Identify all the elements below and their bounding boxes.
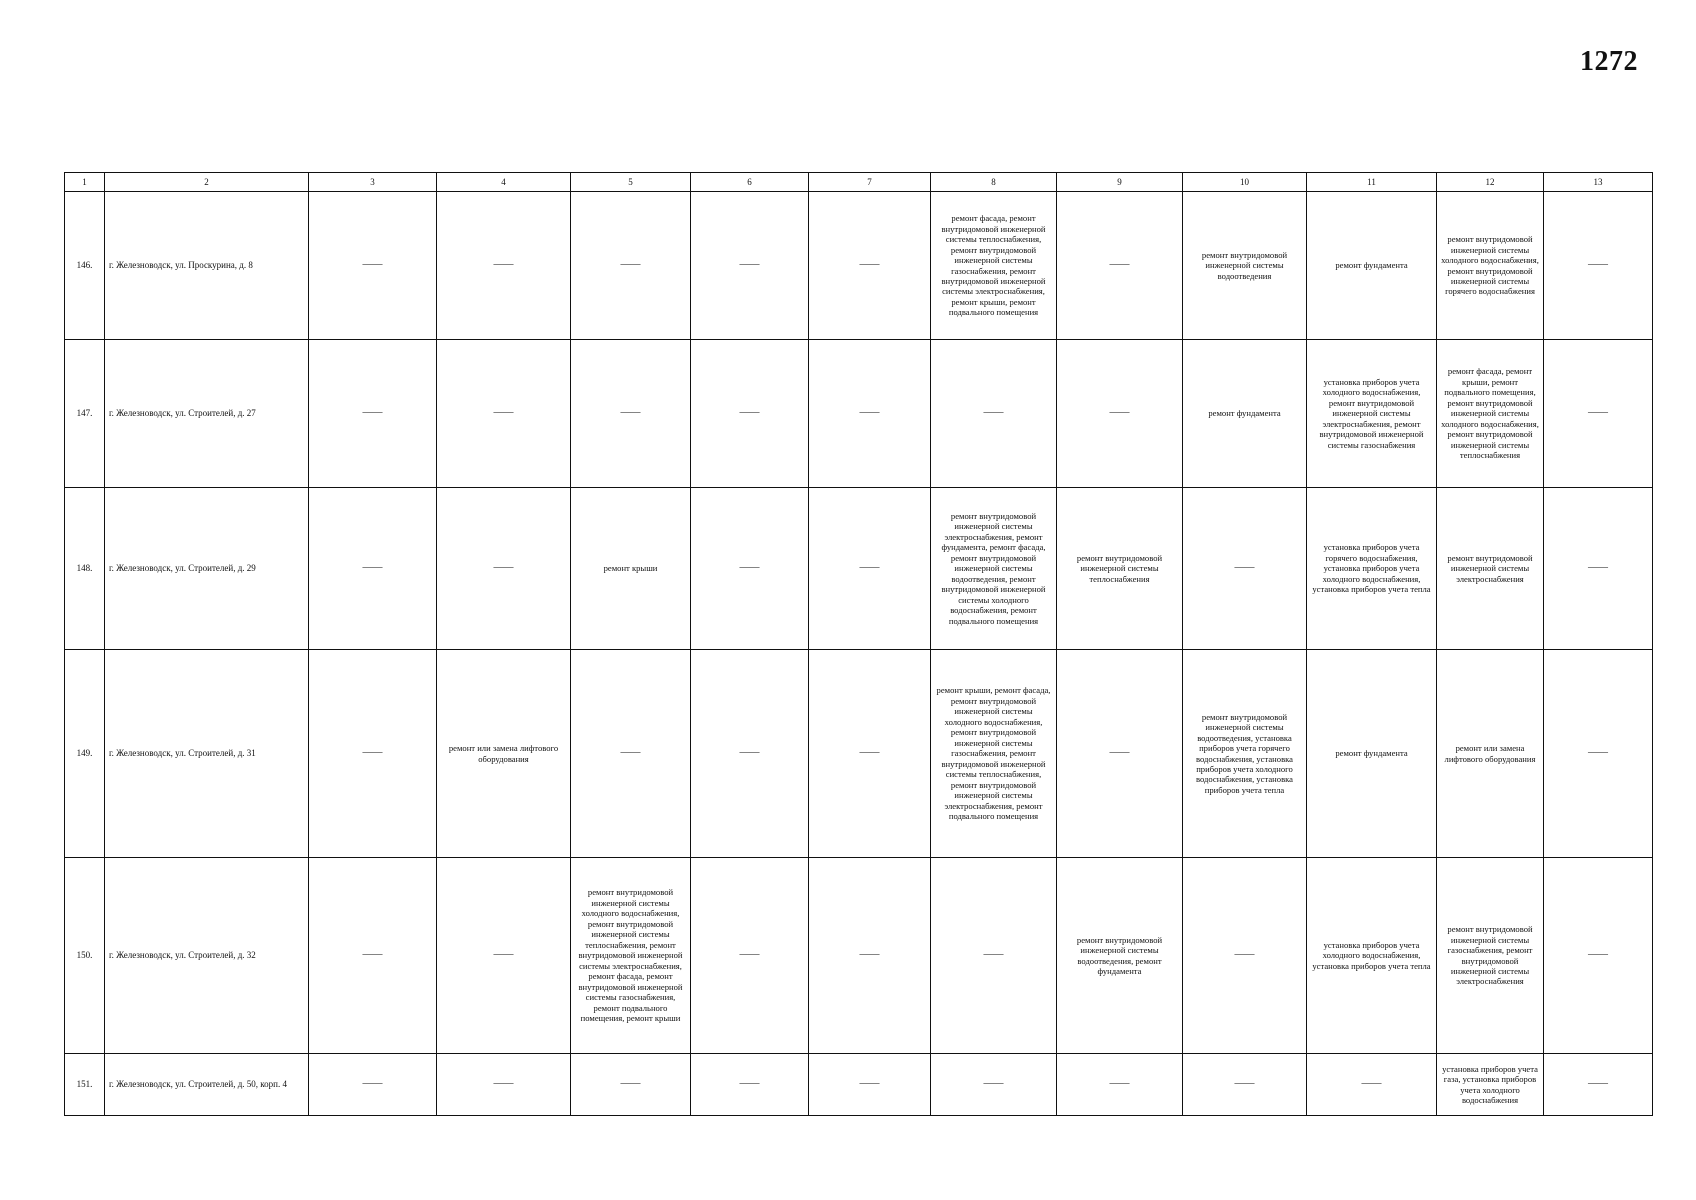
address-cell: г. Железноводск, ул. Проскурина, д. 8 (105, 192, 309, 340)
cell-col-9: —— (1057, 340, 1183, 488)
cell-col-3: —— (309, 340, 437, 488)
cell-col-12: ремонт внутридомовой инженерной системы холодного водоснабжения, ремонт внутридомовой инженерной системы горячего водоснабжения (1437, 192, 1544, 340)
cell-col-10: —— (1183, 488, 1307, 650)
cell-col-7: —— (809, 488, 931, 650)
cell-col-6: —— (691, 340, 809, 488)
column-number: 3 (309, 173, 437, 192)
column-number: 9 (1057, 173, 1183, 192)
cell-col-7: —— (809, 340, 931, 488)
column-number: 1 (65, 173, 105, 192)
cell-col-5: ремонт крыши (571, 488, 691, 650)
cell-col-11: установка приборов учета горячего водоснабжения, установка приборов учета холодного водоснабжения, установка приборов учета тепла (1307, 488, 1437, 650)
cell-col-12: ремонт фасада, ремонт крыши, ремонт подвального помещения, ремонт внутридомовой инженерной системы холодного водоснабжения, ремонт внутридомовой инженерной системы теплоснабжения (1437, 340, 1544, 488)
cell-col-6: —— (691, 1054, 809, 1116)
cell-col-10: ремонт внутридомовой инженерной системы водоотведения (1183, 192, 1307, 340)
cell-col-10: —— (1183, 1054, 1307, 1116)
address-cell: г. Железноводск, ул. Строителей, д. 50, корп. 4 (105, 1054, 309, 1116)
cell-col-5: —— (571, 1054, 691, 1116)
cell-col-10: —— (1183, 858, 1307, 1054)
cell-col-5: ремонт внутридомовой инженерной системы холодного водоснабжения, ремонт внутридомовой инженерной системы теплоснабжения, ремонт внутридомовой инженерной системы электроснабжения, ремонт фасада, ремонт внутридомовой инженерной системы газоснабжения, ремонт подвального помещения, ремонт крыши (571, 858, 691, 1054)
address-cell: г. Железноводск, ул. Строителей, д. 29 (105, 488, 309, 650)
column-number: 2 (105, 173, 309, 192)
cell-col-9: —— (1057, 192, 1183, 340)
cell-col-6: —— (691, 858, 809, 1054)
cell-col-5: —— (571, 650, 691, 858)
cell-col-12: установка приборов учета газа, установка приборов учета холодного водоснабжения (1437, 1054, 1544, 1116)
cell-col-5: —— (571, 192, 691, 340)
cell-col-6: —— (691, 488, 809, 650)
cell-col-7: —— (809, 858, 931, 1054)
cell-col-7: —— (809, 1054, 931, 1116)
cell-col-3: —— (309, 1054, 437, 1116)
cell-col-11: установка приборов учета холодного водоснабжения, ремонт внутридомовой инженерной системы электроснабжения, ремонт внутридомовой инженерной системы газоснабжения (1307, 340, 1437, 488)
cell-col-4: ремонт или замена лифтового оборудования (437, 650, 571, 858)
row-number: 148. (65, 488, 105, 650)
cell-col-8: ремонт фасада, ремонт внутридомовой инженерной системы теплоснабжения, ремонт внутридомовой инженерной системы газоснабжения, ремонт внутридомовой инженерной системы электроснабжения, ремонт крыши, ремонт подвального помещения (931, 192, 1057, 340)
cell-col-12: ремонт внутридомовой инженерной системы газоснабжения, ремонт внутридомовой инженерной системы электроснабжения (1437, 858, 1544, 1054)
cell-col-9: ремонт внутридомовой инженерной системы водоотведения, ремонт фундамента (1057, 858, 1183, 1054)
cell-col-10: ремонт фундамента (1183, 340, 1307, 488)
row-number: 151. (65, 1054, 105, 1116)
column-number: 6 (691, 173, 809, 192)
cell-col-4: —— (437, 488, 571, 650)
column-number: 12 (1437, 173, 1544, 192)
cell-col-8: ремонт внутридомовой инженерной системы электроснабжения, ремонт фундамента, ремонт фасада, ремонт внутридомовой инженерной системы водоотведения, ремонт внутридомовой инженерной системы холодного водоснабжения, ремонт подвального помещения (931, 488, 1057, 650)
cell-col-9: ремонт внутридомовой инженерной системы теплоснабжения (1057, 488, 1183, 650)
table-row (65, 488, 1653, 650)
column-number: 11 (1307, 173, 1437, 192)
column-number: 8 (931, 173, 1057, 192)
cell-col-8: ремонт крыши, ремонт фасада, ремонт внутридомовой инженерной системы холодного водоснабжения, ремонт внутридомовой инженерной системы газоснабжения, ремонт внутридомовой инженерной системы теплоснабжения, ремонт внутридомовой инженерной системы электроснабжения, ремонт подвального помещения (931, 650, 1057, 858)
row-number: 149. (65, 650, 105, 858)
cell-col-4: —— (437, 340, 571, 488)
row-number: 150. (65, 858, 105, 1054)
column-number-row (65, 173, 1653, 192)
cell-col-3: —— (309, 858, 437, 1054)
table-row (65, 858, 1653, 1054)
table-row (65, 1054, 1653, 1116)
cell-col-12: ремонт внутридомовой инженерной системы электроснабжения (1437, 488, 1544, 650)
cell-col-9: —— (1057, 1054, 1183, 1116)
address-cell: г. Железноводск, ул. Строителей, д. 32 (105, 858, 309, 1054)
cell-col-11: ремонт фундамента (1307, 192, 1437, 340)
column-number: 10 (1183, 173, 1307, 192)
cell-col-6: —— (691, 192, 809, 340)
address-cell: г. Железноводск, ул. Строителей, д. 27 (105, 340, 309, 488)
cell-col-13: —— (1544, 488, 1653, 650)
cell-col-4: —— (437, 858, 571, 1054)
column-number: 4 (437, 173, 571, 192)
table-row (65, 340, 1653, 488)
cell-col-4: —— (437, 1054, 571, 1116)
cell-col-11: установка приборов учета холодного водоснабжения, установка приборов учета тепла (1307, 858, 1437, 1054)
repair-schedule-table (64, 172, 1653, 1116)
cell-col-10: ремонт внутридомовой инженерной системы водоотведения, установка приборов учета горячего водоснабжения, установка приборов учета холодного водоснабжения, установка приборов учета тепла (1183, 650, 1307, 858)
cell-col-11: ремонт фундамента (1307, 650, 1437, 858)
cell-col-5: —— (571, 340, 691, 488)
cell-col-13: —— (1544, 650, 1653, 858)
page-number: 1272 (1580, 46, 1638, 77)
cell-col-13: —— (1544, 192, 1653, 340)
cell-col-8: —— (931, 858, 1057, 1054)
cell-col-3: —— (309, 488, 437, 650)
column-number: 13 (1544, 173, 1653, 192)
cell-col-7: —— (809, 650, 931, 858)
cell-col-7: —— (809, 192, 931, 340)
cell-col-13: —— (1544, 858, 1653, 1054)
cell-col-4: —— (437, 192, 571, 340)
cell-col-8: —— (931, 1054, 1057, 1116)
address-cell: г. Железноводск, ул. Строителей, д. 31 (105, 650, 309, 858)
cell-col-3: —— (309, 650, 437, 858)
cell-col-3: —— (309, 192, 437, 340)
column-number: 5 (571, 173, 691, 192)
cell-col-9: —— (1057, 650, 1183, 858)
table-row (65, 650, 1653, 858)
table-row (65, 192, 1653, 340)
cell-col-13: —— (1544, 1054, 1653, 1116)
cell-col-8: —— (931, 340, 1057, 488)
column-number: 7 (809, 173, 931, 192)
cell-col-6: —— (691, 650, 809, 858)
cell-col-11: —— (1307, 1054, 1437, 1116)
cell-col-13: —— (1544, 340, 1653, 488)
row-number: 147. (65, 340, 105, 488)
row-number: 146. (65, 192, 105, 340)
cell-col-12: ремонт или замена лифтового оборудования (1437, 650, 1544, 858)
